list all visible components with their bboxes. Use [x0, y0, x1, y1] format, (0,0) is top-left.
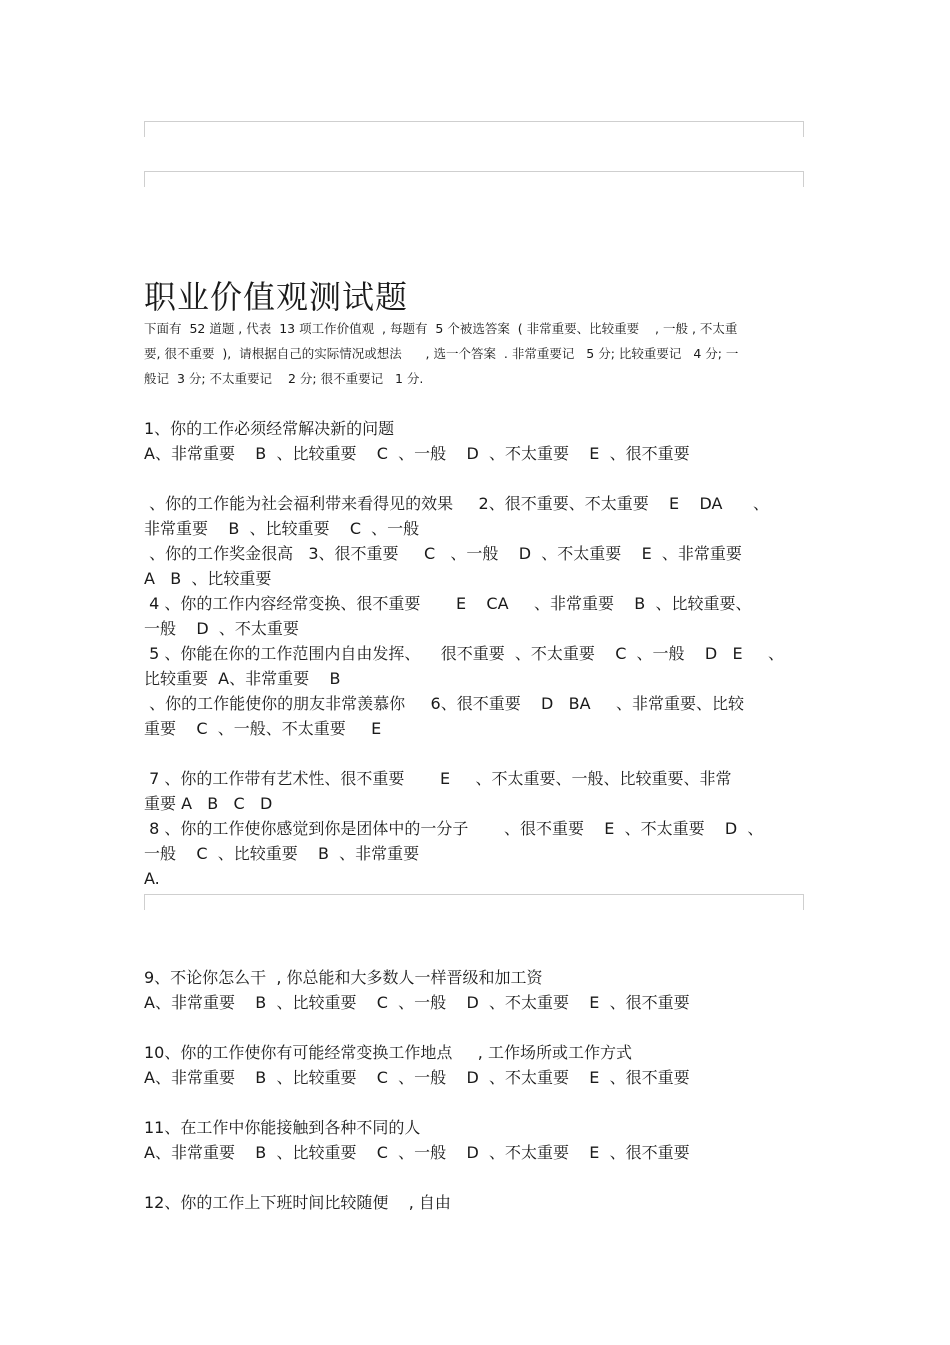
intro-line: 要, 很不重要 ), 请根据自己的实际情况或想法 , 选一个答案 . 非常重要记 5 分; 比较重要记 4 分; 一 [144, 346, 739, 361]
answer-options: A、非常重要 B 、比较重要 C 、一般 D 、不太重要 E 、很不重要 [144, 1068, 690, 1087]
answer-options: 非常重要 B 、比较重要 C 、一般 [144, 519, 420, 538]
question-text: 、你的工作奖金很高 3、很不重要 C 、一般 D 、不太重要 E 、非常重要 [144, 544, 742, 563]
question-text: 5 、你能在你的工作范围内自由发挥、 很不重要 、不太重要 C 、一般 D E 、 [144, 644, 785, 663]
answer-options: A B 、比较重要 [144, 569, 272, 588]
intro-line: 下面有 52 道题 , 代表 13 项工作价值观 , 每题有 5 个被选答案 ( 非常重要、比较重要 , 一般 , 不太重 [144, 321, 738, 336]
intro-line: 般记 3 分; 不太重要记 2 分; 很不重要记 1 分. [144, 371, 424, 386]
question-text: 10、你的工作使你有可能经常变换工作地点 , 工作场所或工作方式 [144, 1043, 632, 1062]
answer-options: A、非常重要 B 、比较重要 C 、一般 D 、不太重要 E 、很不重要 [144, 444, 690, 463]
page-rule-top [144, 121, 804, 137]
answer-options: A. [144, 869, 160, 888]
answer-options: 重要 C 、一般、不太重要 E [144, 719, 382, 738]
page-rule-second [144, 171, 804, 187]
answer-options: 一般 D 、不太重要 [144, 619, 299, 638]
question-text: 、你的工作能使你的朋友非常羡慕你 6、很不重要 D BA 、非常重要、比较 [144, 694, 744, 713]
question-text: 11、在工作中你能接触到各种不同的人 [144, 1118, 421, 1137]
intro-paragraph [144, 316, 809, 391]
question-text: 12、你的工作上下班时间比较随便 , 自由 [144, 1193, 451, 1212]
page-title: 职业价值观测试题 [144, 278, 409, 316]
answer-options: 比较重要 A、非常重要 B [144, 669, 341, 688]
answer-options: A、非常重要 B 、比较重要 C 、一般 D 、不太重要 E 、很不重要 [144, 1143, 690, 1162]
answer-options: A、非常重要 B 、比较重要 C 、一般 D 、不太重要 E 、很不重要 [144, 993, 690, 1012]
question-text: 4 、你的工作内容经常变换、很不重要 E CA 、非常重要 B 、比较重要、 [144, 594, 752, 613]
question-text: 9、不论你怎么干 , 你总能和大多数人一样晋级和加工资 [144, 968, 543, 987]
question-text: 、你的工作能为社会福利带来看得见的效果 2、很不重要、不太重要 E DA 、 [144, 494, 769, 513]
question-text: 1、你的工作必须经常解决新的问题 [144, 419, 395, 438]
question-text: 8 、你的工作使你感觉到你是团体中的一分子 、很不重要 E 、不太重要 D 、 [144, 819, 764, 838]
answer-options: 一般 C 、比较重要 B 、非常重要 [144, 844, 420, 863]
answer-options: 重要 A B C D [144, 794, 273, 813]
page-break-rule [144, 894, 804, 910]
question-text: 7 、你的工作带有艺术性、很不重要 E 、不太重要、一般、比较重要、非常 [144, 769, 732, 788]
